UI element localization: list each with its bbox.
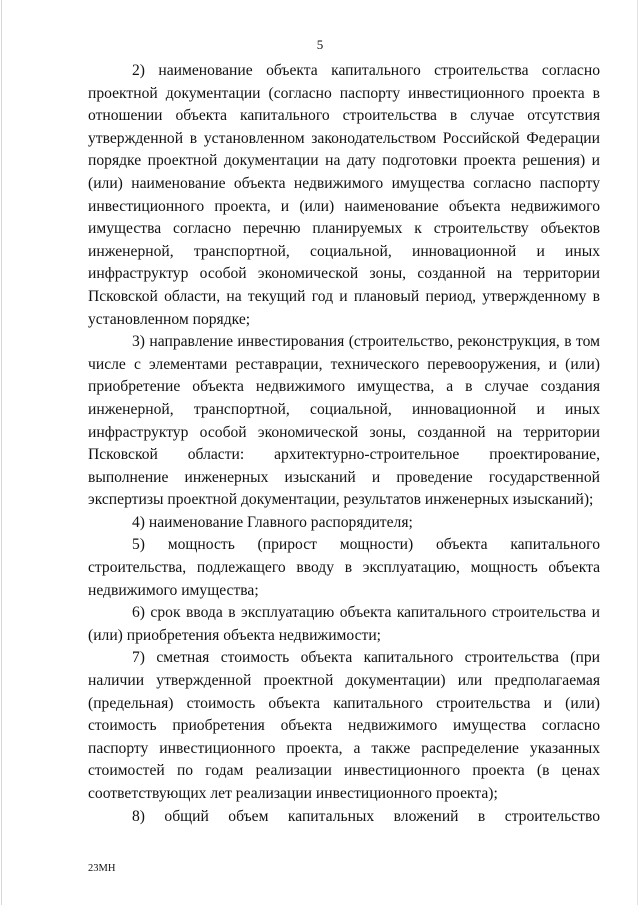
scan-edge-right — [637, 0, 638, 905]
paragraph-item-2: 2) наименование объекта капитального строительства согласно проектной документации (согласно паспорту инвестиционного проекта в отношении объекта капитального строительства в случае отсутствия утвержденной в установленном законодательством Российской Федерации порядке проектной документации на дату подготовки проекта решения) и (или) наименование объекта недвижимого имущества согласно паспорту инвестиционного проекта, и (или) наименование объекта недвижимого имущества согласно перечню планируемых к строительству объектов инженерной, транспортной, социальной, инновационной и иных инфраструктур особой экономической зоны, созданной на территории Псковской области, на текущий год и плановый период, утвержденному в установленном порядке; — [88, 62, 600, 328]
paragraph-item-8: 8) общий объем капитальных вложений в строительство — [132, 807, 600, 825]
paragraph-item-7: 7) сметная стоимость объекта капитального строительства (при наличии утвержденной проектной документации) или предполагаемая (предельная) стоимость объекта капитального строительства и (или) стоимость приобретения объекта недвижимого имущества согласно паспорту инвестиционного проекта, а также распределение указанных стоимостей по годам реализации инвестиционного проекта (в ценах соответствующих лет реализации инвестиционного проекта); — [88, 649, 600, 802]
document-body — [88, 60, 600, 828]
document-code: 23МН — [88, 863, 116, 874]
scan-edge-left — [1, 0, 2, 905]
paragraph-item-6: 6) срок ввода в эксплуатацию объекта капитального строительства и (или) приобретения объекта недвижимости; — [88, 604, 600, 644]
paragraph-item-5: 5) мощность (прирост мощности) объекта капитального строительства, подлежащего вводу в эксплуатацию, мощность объекта недвижимого имущества; — [88, 536, 600, 599]
page-number: 5 — [316, 37, 324, 52]
paragraph-item-4: 4) наименование Главного распорядителя; — [132, 513, 413, 531]
paragraph-item-3: 3) направление инвестирования (строительство, реконструкция, в том числе с элементами реставрации, технического перевооружения, и (или) приобретение объекта недвижимого имущества, а в случае создания инженерной, транспортной, социальной, инновационной и иных инфраструктур особой экономической зоны, созданной на территории Псковской области: архитектурно-строительное проектирование, выполнение инженерных изысканий и проведение государственной экспертизы проектной документации, результатов инженерных изысканий); — [88, 333, 600, 509]
